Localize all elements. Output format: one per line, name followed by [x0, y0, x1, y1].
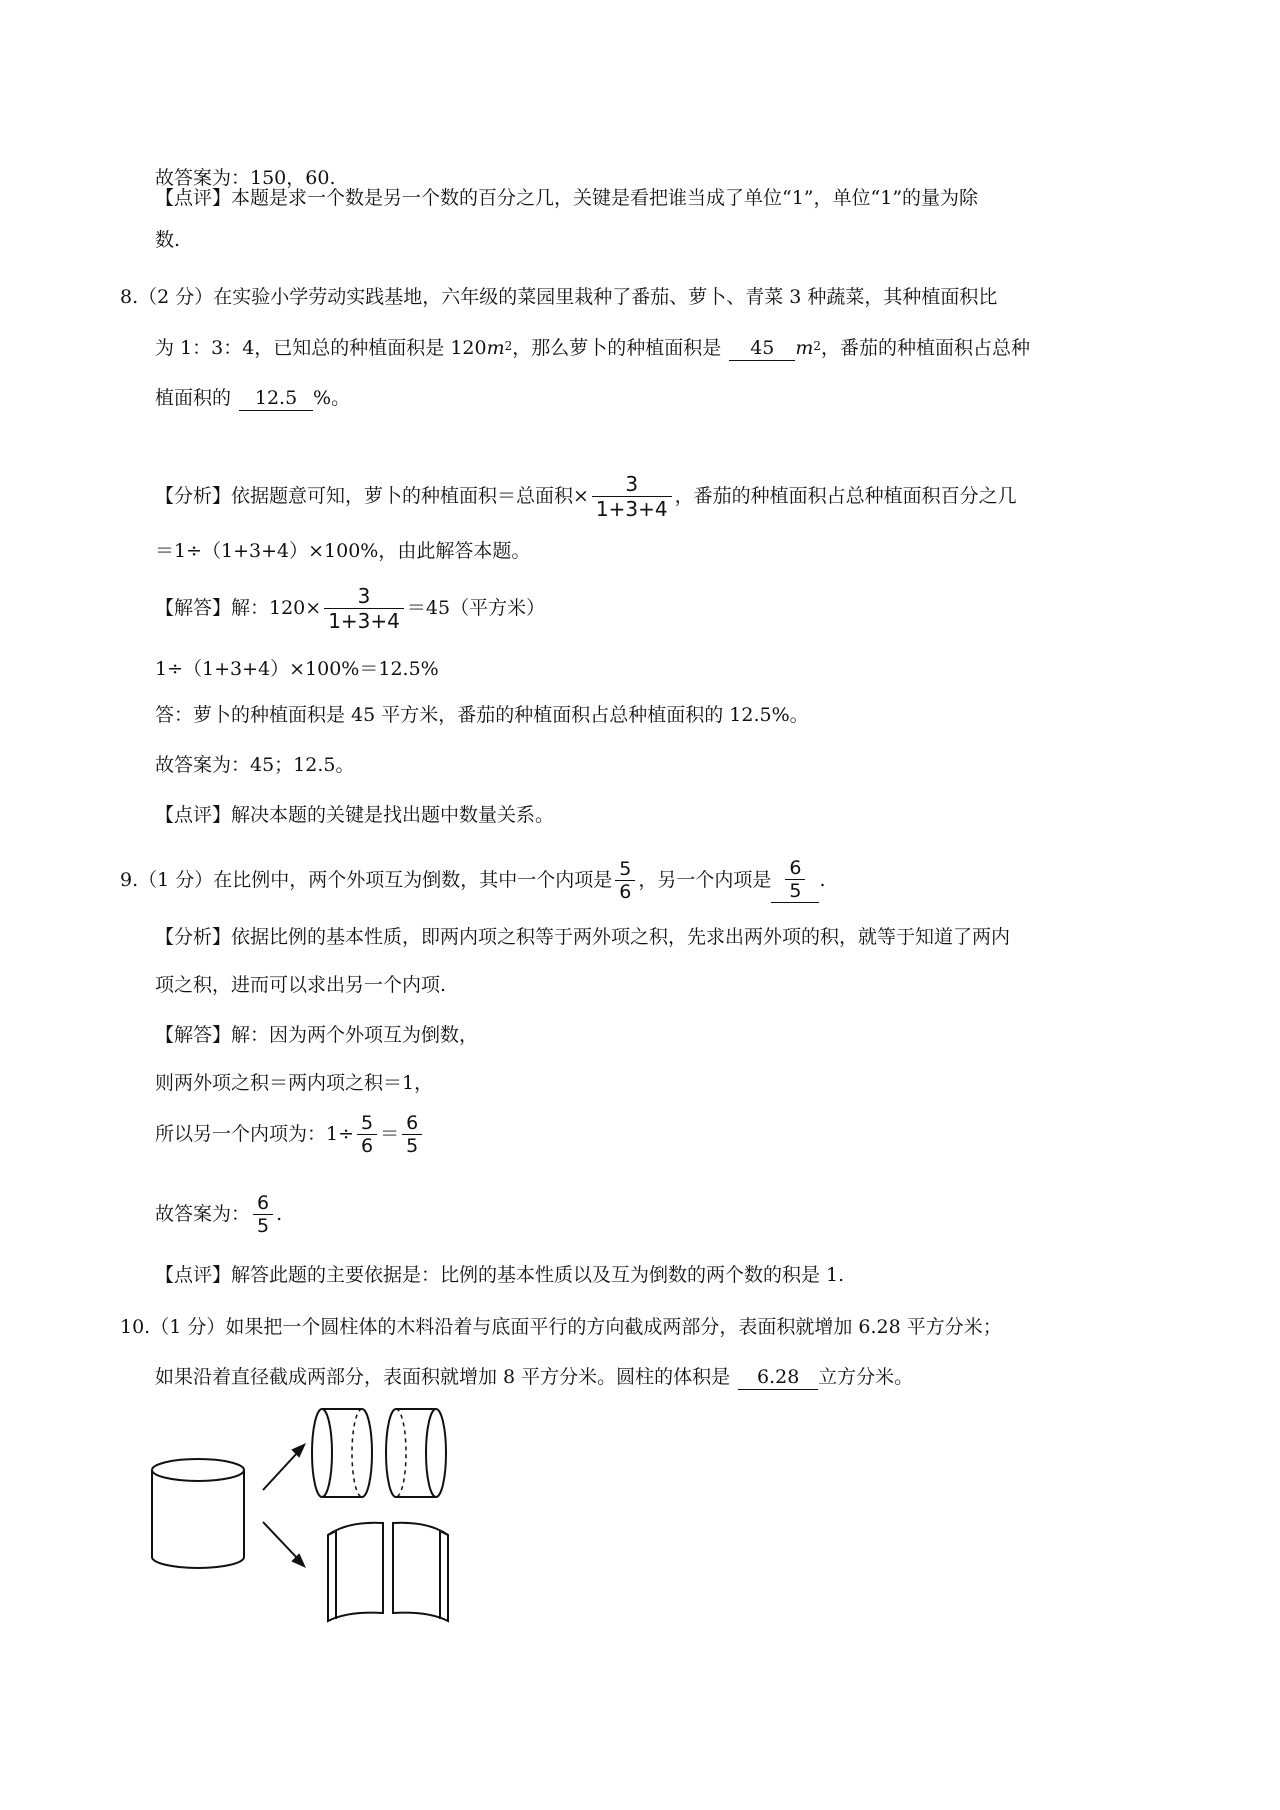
q9-analysis-1: 【分析】依据比例的基本性质，即两内项之积等于两外项之积，先求出两外项的积，就等于知道了两内 [155, 926, 1011, 948]
q10-stem-1: 10.（1 分）如果把一个圆柱体的木料沿着与底面平行的方向截成两部分，表面积就增加 6.28 平方分米； [120, 1316, 1002, 1338]
q9-answer: 故答案为： $\frac{6}{5}$ . [155, 1191, 283, 1237]
q7-comment-2: 数. [155, 229, 181, 251]
q9-solution-2: 则两外项之积＝两内项之积＝1， [155, 1072, 434, 1094]
q9-solution-3: 所以另一个内项为：1÷ $\frac{5}{6}$ ＝ $\frac{6}{5}$ [0, 1106, 1280, 1162]
q9-analysis-2: 项之积，进而可以求出另一个内项. [155, 974, 447, 996]
cut-piece-vertical-1 [328, 1523, 383, 1621]
q8-stem-3: 植面积的 12.5 %。 [155, 386, 351, 409]
q9-stem: 9.（1 分）在比例中，两个外项互为倒数，其中一个内项是 $\frac{5}{6}$ ，另一个内项是 $\frac{6}{5}$ . [120, 857, 826, 903]
fraction-5-over-6: $\frac{5}{6}$ [615, 858, 635, 903]
q10-stem-2: 如果沿着直径截成两部分，表面积就增加 8 平方分米。圆柱的体积是 6.28 立方分米。 [155, 1365, 914, 1388]
q8-solution-1: 【解答】解：120× $\frac{3}{1+3+4}$ ＝45（平方米） [155, 583, 546, 633]
fraction-6-over-5: $\frac{6}{5}$ [785, 857, 805, 902]
q9-comment: 【点评】解答此题的主要依据是：比例的基本性质以及互为倒数的两个数的积是 1. [155, 1264, 845, 1286]
q8-solution-2: 1÷（1+3+4）×100%＝12.5% [155, 658, 439, 680]
fraction-6-over-5: $\frac{6}{5}$ [402, 1112, 422, 1157]
arrow-up-right [263, 1445, 304, 1490]
q8-answer: 故答案为：45；12.5。 [155, 754, 355, 776]
answer-blank-area: 45 [729, 336, 795, 361]
fraction-3-over-8: $\frac{3}{1+3+4}$ [592, 472, 672, 521]
q8-analysis-2: ＝1÷（1+3+4）×100%，由此解答本题。 [155, 540, 531, 562]
cut-piece-horizontal-1 [312, 1409, 372, 1497]
answer-blank-fraction [771, 857, 819, 903]
fraction-3-over-8: $\frac{3}{1+3+4}$ [324, 584, 404, 633]
q8-stem-2: 为 1：3：4，已知总的种植面积是 120 m $^2$ ，那么萝卜的种植面积是 45 m $^2$ ，番茄的种植面积占总种 [155, 336, 1030, 359]
q8-analysis-1: 【分析】依据题意可知，萝卜的种植面积＝总面积× $\frac{3}{1+3+4}$ ，番茄的种植面积占总种植面积百分之几 [155, 471, 1017, 521]
q7-answer: 故答案为：150，60. [155, 167, 336, 189]
cut-piece-horizontal-2 [386, 1409, 446, 1497]
q9-solution-1: 【解答】解：因为两个外项互为倒数， [155, 1024, 479, 1046]
arrow-down-right [263, 1522, 304, 1566]
original-cylinder [152, 1459, 244, 1568]
q8-comment: 【点评】解决本题的关键是找出题中数量关系。 [155, 804, 555, 826]
fraction-6-over-5: $\frac{6}{5}$ [253, 1192, 273, 1237]
cylinder-cut-diagram [148, 1405, 528, 1635]
q8-stem-1: 8.（2 分）在实验小学劳动实践基地，六年级的菜园里栽种了番茄、萝卜、青菜 3 种蔬菜，其种植面积比 [120, 286, 998, 308]
q7-comment-1: 【点评】本题是求一个数是另一个数的百分之几，关键是看把谁当成了单位“1”，单位“1”的量为除 [155, 187, 979, 209]
q8-reply: 答：萝卜的种植面积是 45 平方米，番茄的种植面积占总种植面积的 12.5%。 [155, 704, 809, 726]
fraction-5-over-6: $\frac{5}{6}$ [357, 1112, 377, 1157]
cut-piece-vertical-2 [393, 1523, 448, 1621]
answer-blank-volume: 6.28 [738, 1365, 818, 1390]
answer-blank-percent: 12.5 [239, 386, 313, 411]
